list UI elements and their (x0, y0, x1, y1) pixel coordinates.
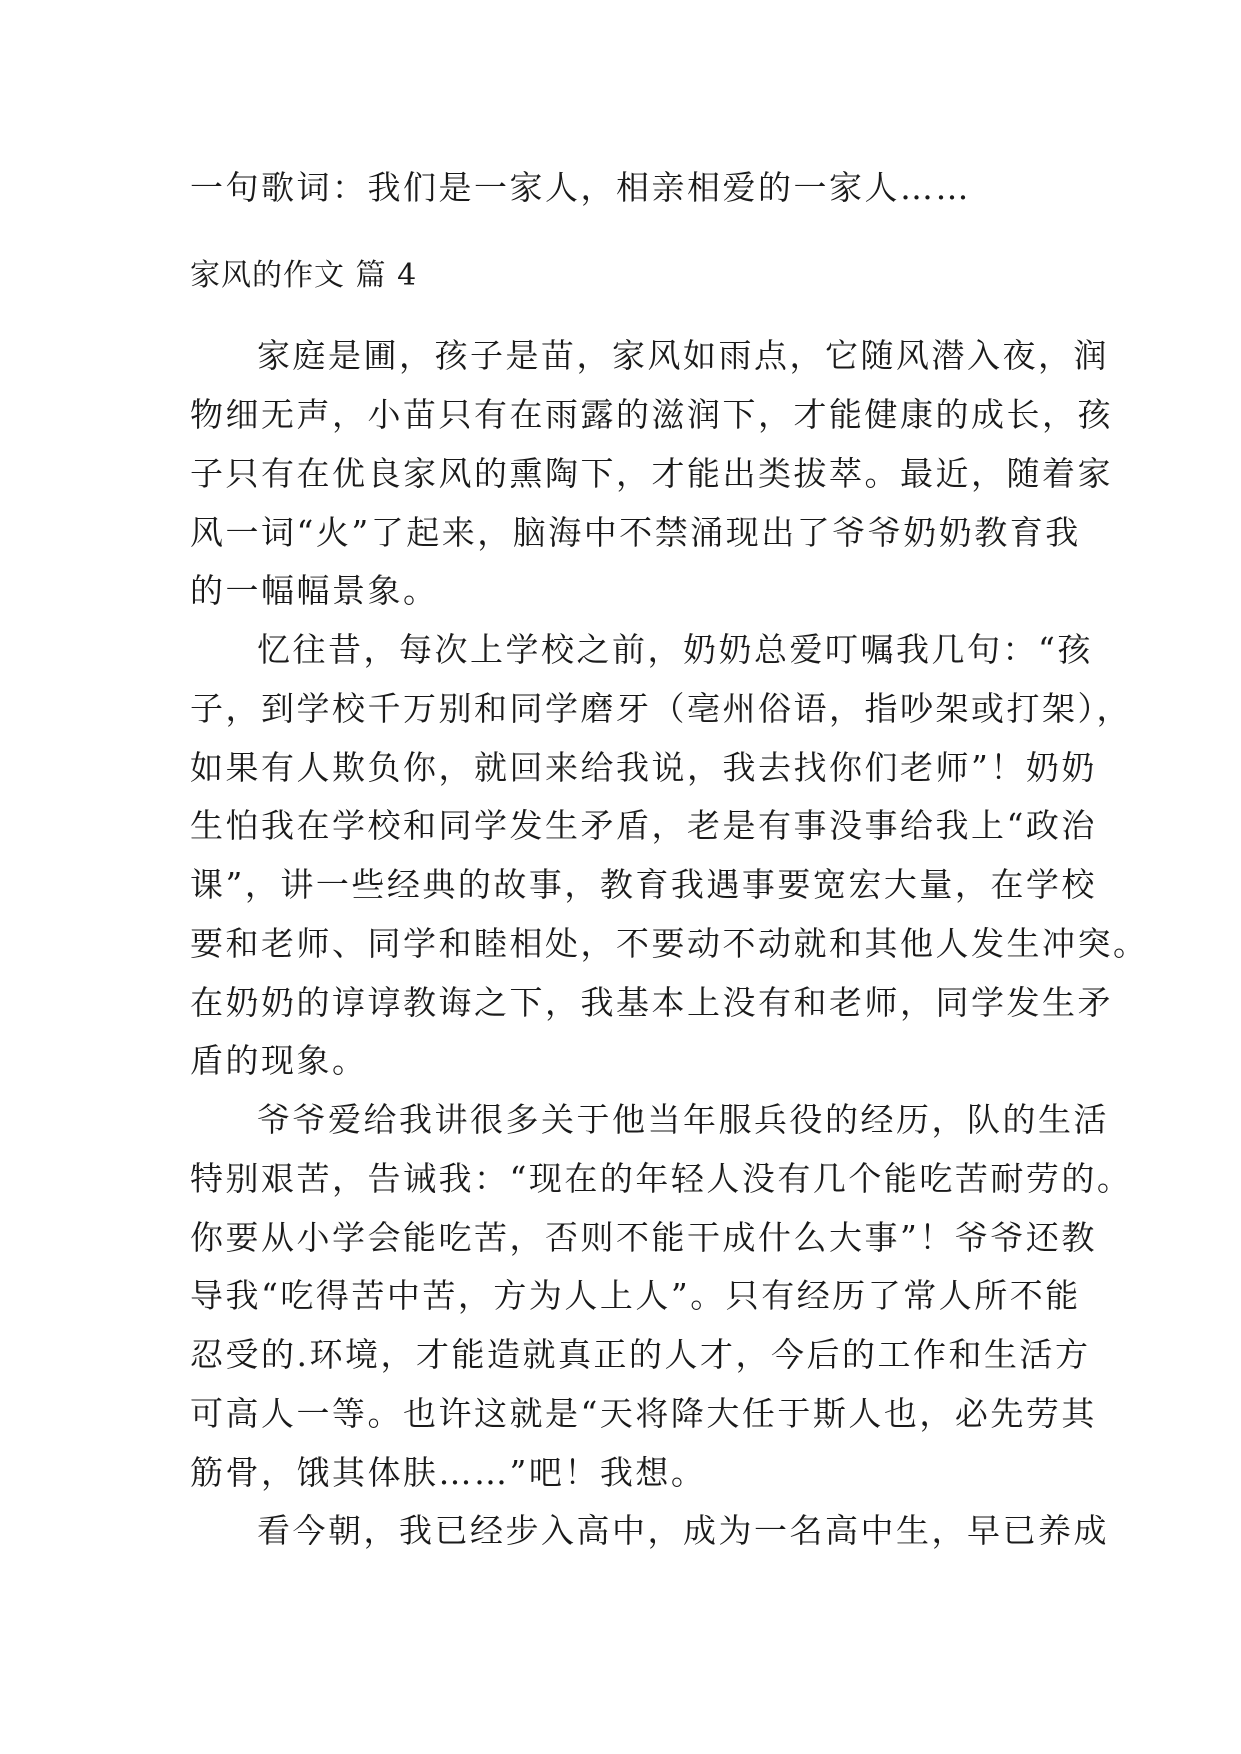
paragraph-line: 盾的现象。 (190, 1041, 368, 1080)
paragraph-line: 子，到学校千万别和同学磨牙（亳州俗语，指吵架或打架）， (190, 689, 1132, 728)
paragraph-line: 生怕我在学校和同学发生矛盾，老是有事没事给我上“政治 (190, 806, 1097, 845)
paragraph-line: 家庭是圃，孩子是苗，家风如雨点，它随风潜入夜，润 (257, 336, 1109, 375)
paragraph-line: 导我“吃得苦中苦，方为人上人”。只有经历了常人所不能 (190, 1276, 1081, 1315)
paragraph-line: 子只有在优良家风的熏陶下，才能出类拔萃。最近，随着家 (190, 454, 1113, 493)
paragraph-line: 看今朝，我已经步入高中，成为一名高中生，早已养成 (257, 1511, 1109, 1550)
paragraph-line: 忍受的.环境，才能造就真正的人才，今后的工作和生活方 (190, 1335, 1091, 1374)
paragraph-line: 课”，讲一些经典的故事，教育我遇事要宽宏大量，在学校 (190, 865, 1097, 904)
paragraph-line: 爷爷爱给我讲很多关于他当年服兵役的经历，队的生活 (257, 1100, 1109, 1139)
paragraph-line: 你要从小学会能吃苦，否则不能干成什么大事”！爷爷还教 (190, 1218, 1097, 1257)
section-heading: 家风的作文 篇 4 (190, 258, 418, 293)
paragraph-line: 如果有人欺负你，就回来给我说，我去找你们老师”！奶奶 (190, 748, 1097, 787)
text-line: 一句歌词：我们是一家人，相亲相爱的一家人…… (190, 168, 971, 207)
paragraph-line: 可高人一等。也许这就是“天将降大任于斯人也，必先劳其 (190, 1394, 1097, 1433)
paragraph-line: 特别艰苦，告诫我：“现在的年轻人没有几个能吃苦耐劳的。 (190, 1159, 1133, 1198)
paragraph-line: 筋骨，饿其体肤……”吧！我想。 (190, 1453, 707, 1492)
paragraph-line: 在奶奶的谆谆教诲之下，我基本上没有和老师，同学发生矛 (190, 983, 1113, 1022)
paragraph-line: 忆往昔，每次上学校之前，奶奶总爱叮嘱我几句：“孩 (257, 630, 1093, 669)
paragraph-line: 要和老师、同学和睦相处，不要动不动就和其他人发生冲突。 (190, 924, 1149, 963)
paragraph-line: 的一幅幅景象。 (190, 571, 439, 610)
paragraph-line: 风一词“火”了起来，脑海中不禁涌现出了爷爷奶奶教育我 (190, 513, 1081, 552)
paragraph-line: 物细无声，小苗只有在雨露的滋润下，才能健康的成长，孩 (190, 395, 1113, 434)
